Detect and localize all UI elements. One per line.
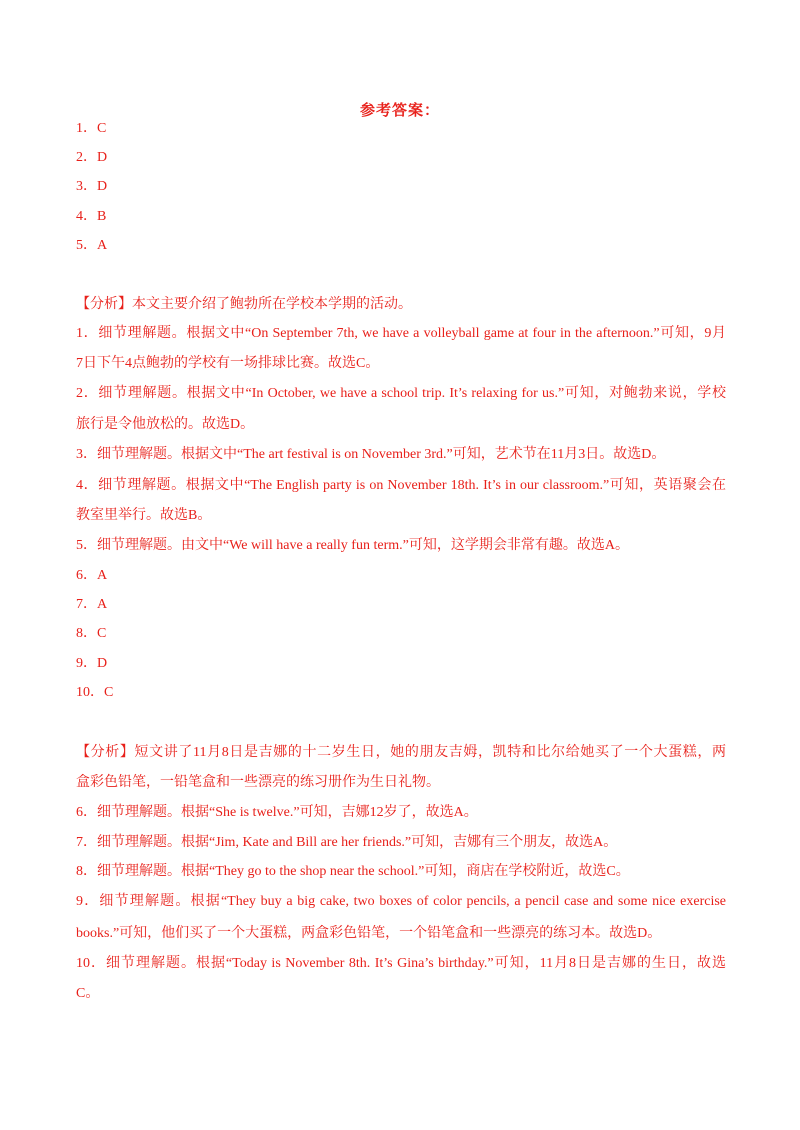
analysis-1-item-4: 4．细节理解题。根据文中“The English party is on November 18th. It’s in our classroom.”可知，英语聚会在	[76, 478, 726, 493]
analysis-1-item-2: 2．细节理解题。根据文中“In October, we have a school trip. It’s relaxing for us.”可知，对鲍勃来说，学校	[76, 386, 726, 401]
analysis-1-item-2-cont: 旅行是令他放松的。故选D。	[76, 417, 255, 432]
analysis-2-item-10: 10．细节理解题。根据“Today is November 8th. It’s Gina’s birthday.”可知，11月8日是吉娜的生日，故选	[76, 956, 726, 971]
answer-5: 5．A	[76, 238, 108, 253]
answer-1: 1．C	[76, 121, 107, 136]
analysis-2-item-9: 9．细节理解题。根据“They buy a big cake, two boxes of color pencils, a pencil case and some nice exercise	[76, 894, 726, 909]
answer-10: 10．C	[76, 685, 114, 700]
analysis-2-item-7: 7．细节理解题。根据“Jim, Kate and Bill are her friends.”可知，吉娜有三个朋友，故选A。	[76, 835, 618, 850]
analysis-1-item-1-cont: 7日下午4点鲍勃的学校有一场排球比赛。故选C。	[76, 356, 380, 371]
analysis-1-item-4-cont: 教室里举行。故选B。	[76, 508, 212, 523]
analysis-1-item-5: 5．细节理解题。由文中“We will have a really fun term.”可知，这学期会非常有趣。故选A。	[76, 538, 629, 553]
analysis-1-intro: 【分析】本文主要介绍了鲍勃所在学校本学期的活动。	[76, 297, 412, 312]
analysis-1-item-3: 3．细节理解题。根据文中“The art festival is on November 3rd.”可知，艺术节在11月3日。故选D。	[76, 447, 666, 462]
answer-6: 6．A	[76, 568, 108, 583]
answer-2: 2．D	[76, 150, 108, 165]
answer-8: 8．C	[76, 626, 107, 641]
answer-3: 3．D	[76, 179, 108, 194]
analysis-2-item-8: 8．细节理解题。根据“They go to the shop near the school.”可知，商店在学校附近，故选C。	[76, 864, 630, 879]
analysis-2-item-6: 6．细节理解题。根据“She is twelve.”可知，吉娜12岁了，故选A。	[76, 805, 478, 820]
analysis-2-item-10-cont: C。	[76, 986, 100, 1001]
analysis-2-intro-cont: 盒彩色铅笔，一铅笔盒和一些漂亮的练习册作为生日礼物。	[76, 775, 440, 790]
page-title: 参考答案：	[359, 103, 440, 119]
answer-7: 7．A	[76, 597, 108, 612]
analysis-1-item-1: 1．细节理解题。根据文中“On September 7th, we have a volleyball game at four in the afternoon.”可知，9月	[76, 326, 726, 341]
analysis-2-item-9-cont: books.”可知，他们买了一个大蛋糕，两盒彩色铅笔，一个铅笔盒和一些漂亮的练习本。故选D。	[76, 926, 662, 941]
analysis-2-intro: 【分析】短文讲了11月8日是吉娜的十二岁生日，她的朋友吉姆，凯特和比尔给她买了一个大蛋糕，两	[76, 745, 726, 760]
answer-4: 4．B	[76, 209, 107, 224]
answer-9: 9．D	[76, 656, 108, 671]
